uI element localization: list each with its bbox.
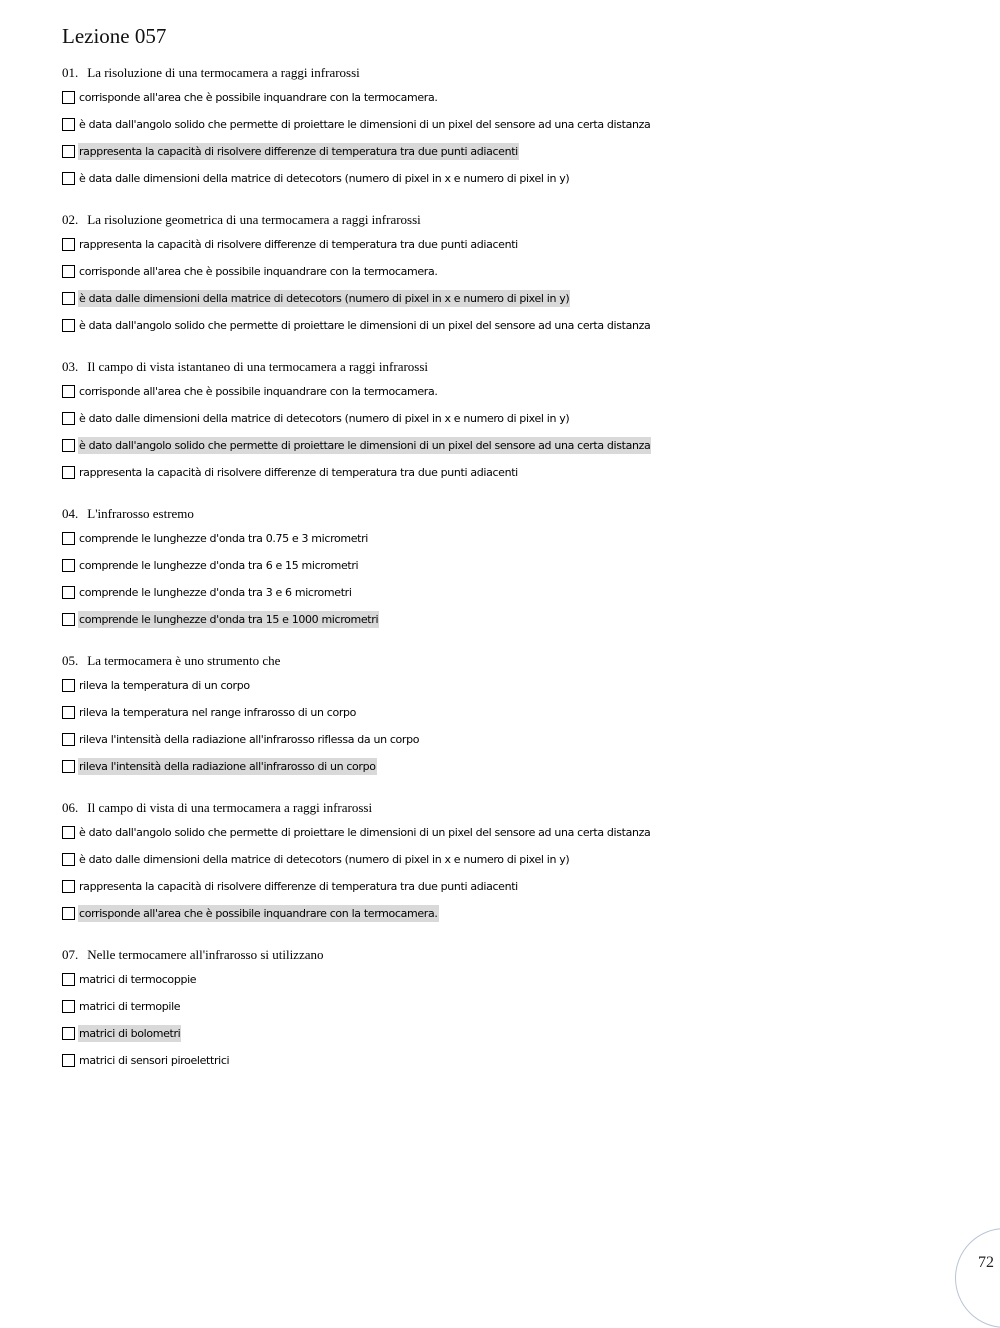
answer-text: corrisponde all'area che è possibile inquandrare con la termocamera. — [79, 91, 438, 104]
answer-checkbox[interactable] — [62, 733, 75, 746]
answer-option[interactable] — [62, 873, 962, 900]
answer-text-highlighted: è data dalle dimensioni della matrice di detecotors (numero di pixel in x e numero di pixel in y) — [79, 292, 570, 305]
answer-text: corrisponde all'area che è possibile inquandrare con la termocamera. — [79, 265, 438, 278]
answer-text: comprende le lunghezze d'onda tra 0.75 e 3 micrometri — [79, 532, 368, 545]
answer-checkbox[interactable] — [62, 238, 75, 251]
question-header — [62, 797, 962, 819]
answer-option[interactable] — [62, 165, 962, 192]
answer-option[interactable] — [62, 900, 962, 927]
answer-text: è data dall'angolo solido che permette di proiettare le dimensioni di un pixel del sensore ad una certa distanza — [79, 118, 651, 131]
answer-checkbox[interactable] — [62, 466, 75, 479]
answer-text: è dato dalle dimensioni della matrice di detecotors (numero di pixel in x e numero di pixel in y) — [79, 412, 570, 425]
question-block — [62, 356, 962, 486]
answer-option[interactable] — [62, 819, 962, 846]
question-number: 06. — [62, 800, 79, 815]
answer-text: rileva la temperatura di un corpo — [79, 679, 250, 692]
answer-checkbox[interactable] — [62, 907, 75, 920]
answer-option[interactable] — [62, 231, 962, 258]
question-header — [62, 209, 962, 231]
answer-option[interactable] — [62, 432, 962, 459]
answer-text: rileva la temperatura nel range infrarosso di un corpo — [79, 706, 357, 719]
answer-text: è data dalle dimensioni della matrice di detecotors (numero di pixel in x e numero di pixel in y) — [79, 172, 570, 185]
page-number: 72 — [978, 1254, 994, 1271]
question-text: L'infrarosso estremo — [87, 506, 194, 521]
question-block — [62, 650, 962, 780]
question-number: 07. — [62, 947, 79, 962]
question-text: Il campo di vista istantaneo di una termocamera a raggi infrarossi — [87, 359, 429, 374]
question-header — [62, 356, 962, 378]
answer-option[interactable] — [62, 312, 962, 339]
question-block — [62, 503, 962, 633]
answer-checkbox[interactable] — [62, 826, 75, 839]
question-text: La risoluzione geometrica di una termocamera a raggi infrarossi — [87, 212, 421, 227]
answer-option[interactable] — [62, 699, 962, 726]
answer-text-highlighted: rappresenta la capacità di risolvere differenze di temperatura tra due punti adiacenti — [79, 145, 518, 158]
answer-option[interactable] — [62, 1047, 962, 1074]
question-number: 05. — [62, 653, 79, 668]
answer-checkbox[interactable] — [62, 613, 75, 626]
question-number: 02. — [62, 212, 79, 227]
answer-text: comprende le lunghezze d'onda tra 6 e 15 micrometri — [79, 559, 359, 572]
answer-text: comprende le lunghezze d'onda tra 3 e 6 micrometri — [79, 586, 352, 599]
answer-text: matrici di termocoppie — [79, 973, 197, 986]
answer-checkbox[interactable] — [62, 91, 75, 104]
question-header — [62, 650, 962, 672]
answer-option[interactable] — [62, 726, 962, 753]
answer-text-highlighted: rileva l'intensità della radiazione all'infrarosso di un corpo — [79, 760, 376, 773]
answer-checkbox[interactable] — [62, 853, 75, 866]
answer-checkbox[interactable] — [62, 265, 75, 278]
answer-checkbox[interactable] — [62, 559, 75, 572]
answer-text: matrici di termopile — [79, 1000, 181, 1013]
answer-option[interactable] — [62, 1020, 962, 1047]
answer-checkbox[interactable] — [62, 412, 75, 425]
answer-option[interactable] — [62, 579, 962, 606]
answer-checkbox[interactable] — [62, 439, 75, 452]
question-block — [62, 209, 962, 339]
answer-checkbox[interactable] — [62, 1054, 75, 1067]
answer-text-highlighted: comprende le lunghezze d'onda tra 15 e 1000 micrometri — [79, 613, 379, 626]
question-header — [62, 944, 962, 966]
answer-option[interactable] — [62, 258, 962, 285]
question-text: Nelle termocamere all'infrarosso si utilizzano — [87, 947, 324, 962]
answer-checkbox[interactable] — [62, 319, 75, 332]
answer-option[interactable] — [62, 285, 962, 312]
answer-checkbox[interactable] — [62, 532, 75, 545]
answer-text: è dato dalle dimensioni della matrice di detecotors (numero di pixel in x e numero di pixel in y) — [79, 853, 570, 866]
answer-checkbox[interactable] — [62, 172, 75, 185]
answer-option[interactable] — [62, 138, 962, 165]
question-number: 04. — [62, 506, 79, 521]
answer-checkbox[interactable] — [62, 706, 75, 719]
answer-text: rileva l'intensità della radiazione all'infrarosso riflessa da un corpo — [79, 733, 420, 746]
answer-checkbox[interactable] — [62, 1027, 75, 1040]
answer-checkbox[interactable] — [62, 880, 75, 893]
answer-text-highlighted: è dato dall'angolo solido che permette di proiettare le dimensioni di un pixel del sensore ad una certa distanza — [79, 439, 651, 452]
question-number: 03. — [62, 359, 79, 374]
quiz-container — [62, 62, 962, 1091]
question-block — [62, 797, 962, 927]
answer-checkbox[interactable] — [62, 145, 75, 158]
answer-text-highlighted: corrisponde all'area che è possibile inquandrare con la termocamera. — [79, 907, 438, 920]
answer-text: è dato dall'angolo solido che permette di proiettare le dimensioni di un pixel del sensore ad una certa distanza — [79, 826, 651, 839]
answer-option[interactable] — [62, 966, 962, 993]
answer-option[interactable] — [62, 993, 962, 1020]
answer-checkbox[interactable] — [62, 679, 75, 692]
answer-checkbox[interactable] — [62, 973, 75, 986]
answer-option[interactable] — [62, 753, 962, 780]
question-text: La risoluzione di una termocamera a raggi infrarossi — [87, 65, 360, 80]
answer-text: corrisponde all'area che è possibile inquandrare con la termocamera. — [79, 385, 438, 398]
question-block — [62, 62, 962, 192]
answer-text: rappresenta la capacità di risolvere differenze di temperatura tra due punti adiacenti — [79, 238, 518, 251]
answer-option[interactable] — [62, 84, 962, 111]
answer-option[interactable] — [62, 672, 962, 699]
page-corner-circle — [955, 1228, 1000, 1328]
page-title: Lezione 057 — [62, 24, 167, 48]
answer-option[interactable] — [62, 111, 962, 138]
answer-option[interactable] — [62, 846, 962, 873]
answer-option[interactable] — [62, 552, 962, 579]
answer-text: matrici di sensori piroelettrici — [79, 1054, 230, 1067]
answer-checkbox[interactable] — [62, 760, 75, 773]
answer-text-highlighted: matrici di bolometri — [79, 1027, 181, 1040]
answer-checkbox[interactable] — [62, 385, 75, 398]
answer-option[interactable] — [62, 405, 962, 432]
answer-option[interactable] — [62, 378, 962, 405]
answer-text: è data dall'angolo solido che permette di proiettare le dimensioni di un pixel del sensore ad una certa distanza — [79, 319, 651, 332]
answer-option[interactable] — [62, 606, 962, 633]
answer-option[interactable] — [62, 459, 962, 486]
question-number: 01. — [62, 65, 79, 80]
question-header — [62, 62, 962, 84]
answer-text: rappresenta la capacità di risolvere differenze di temperatura tra due punti adiacenti — [79, 880, 518, 893]
answer-checkbox[interactable] — [62, 1000, 75, 1013]
question-block — [62, 944, 962, 1074]
answer-checkbox[interactable] — [62, 292, 75, 305]
question-text: Il campo di vista di una termocamera a raggi infrarossi — [87, 800, 373, 815]
answer-text: rappresenta la capacità di risolvere differenze di temperatura tra due punti adiacenti — [79, 466, 518, 479]
answer-option[interactable] — [62, 525, 962, 552]
answer-checkbox[interactable] — [62, 118, 75, 131]
answer-checkbox[interactable] — [62, 586, 75, 599]
question-text: La termocamera è uno strumento che — [87, 653, 281, 668]
question-header — [62, 503, 962, 525]
